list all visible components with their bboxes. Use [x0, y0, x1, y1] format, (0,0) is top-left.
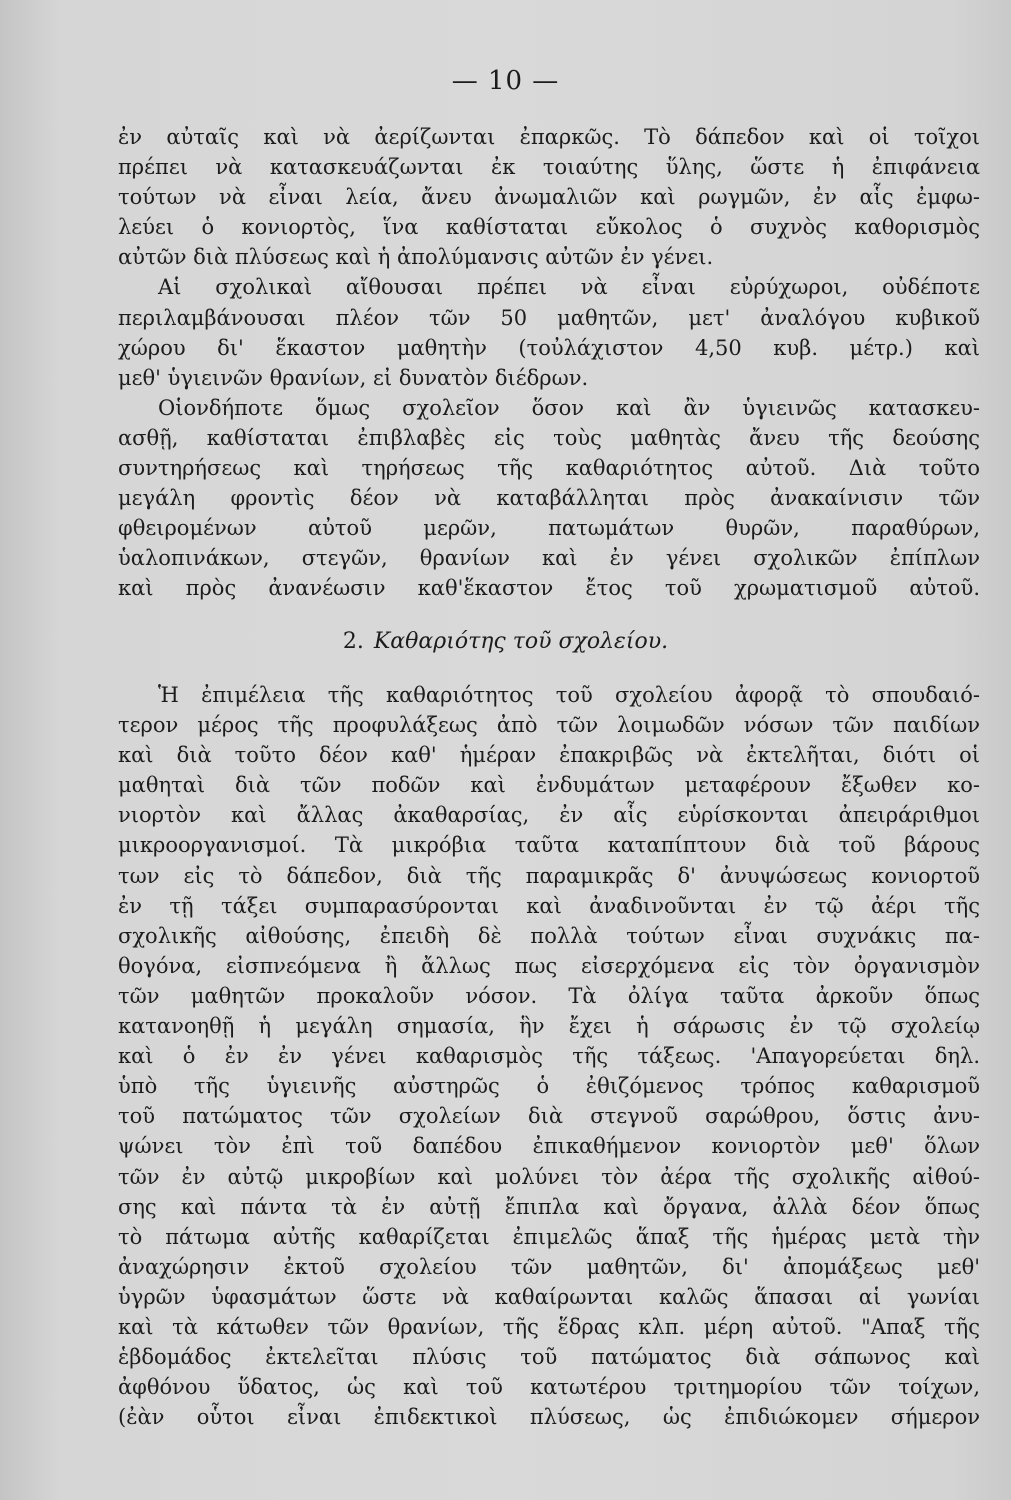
text-line: καὶ πρὸς ἀνανέωσιν καθ'ἕκαστον ἔτος τοῦ χρωματισμοῦ αὐτοῦ.: [118, 576, 980, 601]
section-number: 2.: [342, 629, 364, 654]
text-line: περιλαμβάνουσαι πλέον τῶν 50 μαθητῶν, μετ' ἀναλόγου κυβικοῦ: [118, 305, 980, 330]
text-line: των εἰς τὸ δάπεδον, διὰ τῆς παραμικρᾶς δ' ἀνυψώσεως κονιορτοῦ: [118, 863, 980, 888]
text-line: ψώνει τὸν ἐπὶ τοῦ δαπέδου ἐπικαθήμενον κονιορτὸν μεθ' ὅλων: [118, 1134, 980, 1159]
page-number: — 10 —: [451, 66, 560, 96]
text-line: τούτων νὰ εἶναι λεία, ἄνευ ἀνωμαλιῶν καὶ ρωγμῶν, ἐν αἷς ἐμφω-: [118, 185, 980, 210]
text-line: μαθηταὶ διὰ τῶν ποδῶν καὶ ἐνδυμάτων μεταφέρουν ἔξωθεν κο-: [118, 773, 980, 798]
paragraph-start-line: Οἱονδήποτε ὅμως σχολεῖον ὅσον καὶ ἂν ὑγιεινῶς κατασκευ-: [158, 395, 980, 420]
text-line: πρέπει νὰ κατασκευάζωνται ἐκ τοιαύτης ὕλης, ὥστε ἡ ἐπιφάνεια: [118, 155, 980, 180]
text-line: κατανοηθῇ ἡ μεγάλη σημασία, ἣν ἔχει ἡ σάρωσις ἐν τῷ σχολείῳ: [118, 1014, 980, 1039]
text-line: τῶν ἐν αὐτῷ μικροβίων καὶ μολύνει τὸν ἀέρα τῆς σχολικῆς αἰθού-: [118, 1164, 980, 1189]
section-heading: [0, 625, 1011, 659]
text-line: ασθῇ, καθίσταται ἐπιβλαβὲς εἰς τοὺς μαθητὰς ἄνευ τῆς δεούσης: [118, 425, 980, 450]
section-title: Καθαριότης τοῦ σχολείου.: [373, 629, 669, 654]
text-line: ἑβδομάδος ἐκτελεῖται πλύσις τοῦ πατώματος διὰ σάπωνος καὶ: [118, 1345, 980, 1370]
text-line: ὑγρῶν ὑφασμάτων ὥστε νὰ καθαίρωνται καλῶς ἅπασαι αἱ γωνίαι: [118, 1284, 980, 1309]
text-line: ἀφθόνου ὕδατος, ὡς καὶ τοῦ κατωτέρου τριτημορίου τῶν τοίχων,: [118, 1375, 980, 1400]
text-line: τῶν μαθητῶν προκαλοῦν νόσον. Τὰ ὀλίγα ταῦτα ἀρκοῦν ὅπως: [118, 983, 980, 1008]
paragraph-start-line: Ἡ ἐπιμέλεια τῆς καθαριότητος τοῦ σχολείου ἀφορᾷ τὸ σπουδαιό-: [158, 683, 980, 707]
text-line: φθειρομένων αὐτοῦ μερῶν, πατωμάτων θυρῶν, παραθύρων,: [118, 516, 980, 541]
paragraph-start-line: Αἱ σχολικαὶ αἴθουσαι πρέπει νὰ εἶναι εὐρύχωροι, οὐδέποτε: [158, 275, 980, 300]
text-line: ἐν αὐταῖς καὶ νὰ ἀερίζωνται ἐπαρκῶς. Τὸ δάπεδον καὶ οἱ τοῖχοι: [118, 125, 980, 149]
text-line: αὐτῶν διὰ πλύσεως καὶ ἡ ἀπολύμανσις αὐτῶν ἐν γένει.: [118, 245, 714, 270]
text-line: (ἐὰν οὗτοι εἶναι ἐπιδεκτικοὶ πλύσεως, ὡς ἐπιδιώκομεν σήμερον: [118, 1405, 980, 1430]
text-line: καὶ τὰ κάτωθεν τῶν θρανίων, τῆς ἕδρας κλπ. μέρη αὐτοῦ. "Απαξ τῆς: [118, 1314, 980, 1339]
text-line: τοῦ πατώματος τῶν σχολείων διὰ στεγνοῦ σαρώθρου, ὅστις ἀνυ-: [118, 1104, 980, 1129]
text-line: ἀναχώρησιν ἐκτοῦ σχολείου τῶν μαθητῶν, δι' ἀπομάξεως μεθ': [118, 1254, 980, 1279]
text-line: νιορτὸν καὶ ἄλλας ἀκαθαρσίας, ἐν αἷς εὑρίσκονται ἀπειράριθμοι: [118, 803, 980, 828]
text-line: τερον μέρος τῆς προφυλάξεως ἀπὸ τῶν λοιμωδῶν νόσων τῶν παιδίων: [118, 713, 980, 738]
text-line: ὑαλοπινάκων, στεγῶν, θρανίων καὶ ἐν γένει σχολικῶν ἐπίπλων: [118, 546, 980, 571]
text-line: καὶ διὰ τοῦτο δέον καθ' ἡμέραν ἐπακριβῶς νὰ ἐκτελῆται, διότι οἱ: [118, 743, 980, 768]
text-line: σχολικῆς αἰθούσης, ἐπειδὴ δὲ πολλὰ τούτων εἶναι συχνάκις πα-: [118, 923, 980, 948]
text-line: μεθ' ὑγιεινῶν θρανίων, εἰ δυνατὸν διέδρων.: [118, 365, 589, 390]
text-line: συντηρήσεως καὶ τηρήσεως τῆς καθαριότητος αὐτοῦ. Διὰ τοῦτο: [118, 456, 980, 481]
text-line: καὶ ὁ ἐν ἐν γένει καθαρισμὸς τῆς τάξεως. 'Απαγορεύεται δηλ.: [118, 1044, 980, 1069]
text-line: σης καὶ πάντα τὰ ἐν αὐτῇ ἔπιπλα καὶ ὄργανα, ἀλλὰ δέον ὅπως: [118, 1194, 980, 1219]
text-line: τὸ πάτωμα αὐτῆς καθαρίζεται ἐπιμελῶς ἅπαξ τῆς ἡμέρας μετὰ τὴν: [118, 1224, 980, 1249]
text-line: ὑπὸ τῆς ὑγιεινῆς αὐστηρῶς ὁ ἐθιζόμενος τρόπος καθαρισμοῦ: [118, 1074, 980, 1099]
section-2-body: [118, 680, 980, 1432]
text-line: ἐν τῇ τάξει συμπαρασύρονται καὶ ἀναδινοῦνται ἐν τῷ ἀέρι τῆς: [118, 893, 980, 918]
text-line: μεγάλη φροντὶς δέον νὰ καταβάλληται πρὸς ἀνακαίνισιν τῶν: [118, 486, 980, 511]
text-line: χώρου δι' ἕκαστον μαθητὴν (τοὐλάχιστον 4,50 κυβ. μέτρ.) καὶ: [118, 335, 980, 360]
text-line: θογόνα, εἰσπνεόμενα ἢ ἄλλως πως εἰσερχόμενα εἰς τὸν ὀργανισμὸν: [118, 953, 980, 978]
section-1-body: [118, 122, 980, 604]
text-line: μικροοργανισμοί. Τὰ μικρόβια ταῦτα καταπίπτουν διὰ τοῦ βάρους: [118, 833, 980, 858]
text-line: λεύει ὁ κονιορτὸς, ἵνα καθίσταται εὔκολος ὁ συχνὸς καθορισμὸς: [118, 215, 980, 240]
